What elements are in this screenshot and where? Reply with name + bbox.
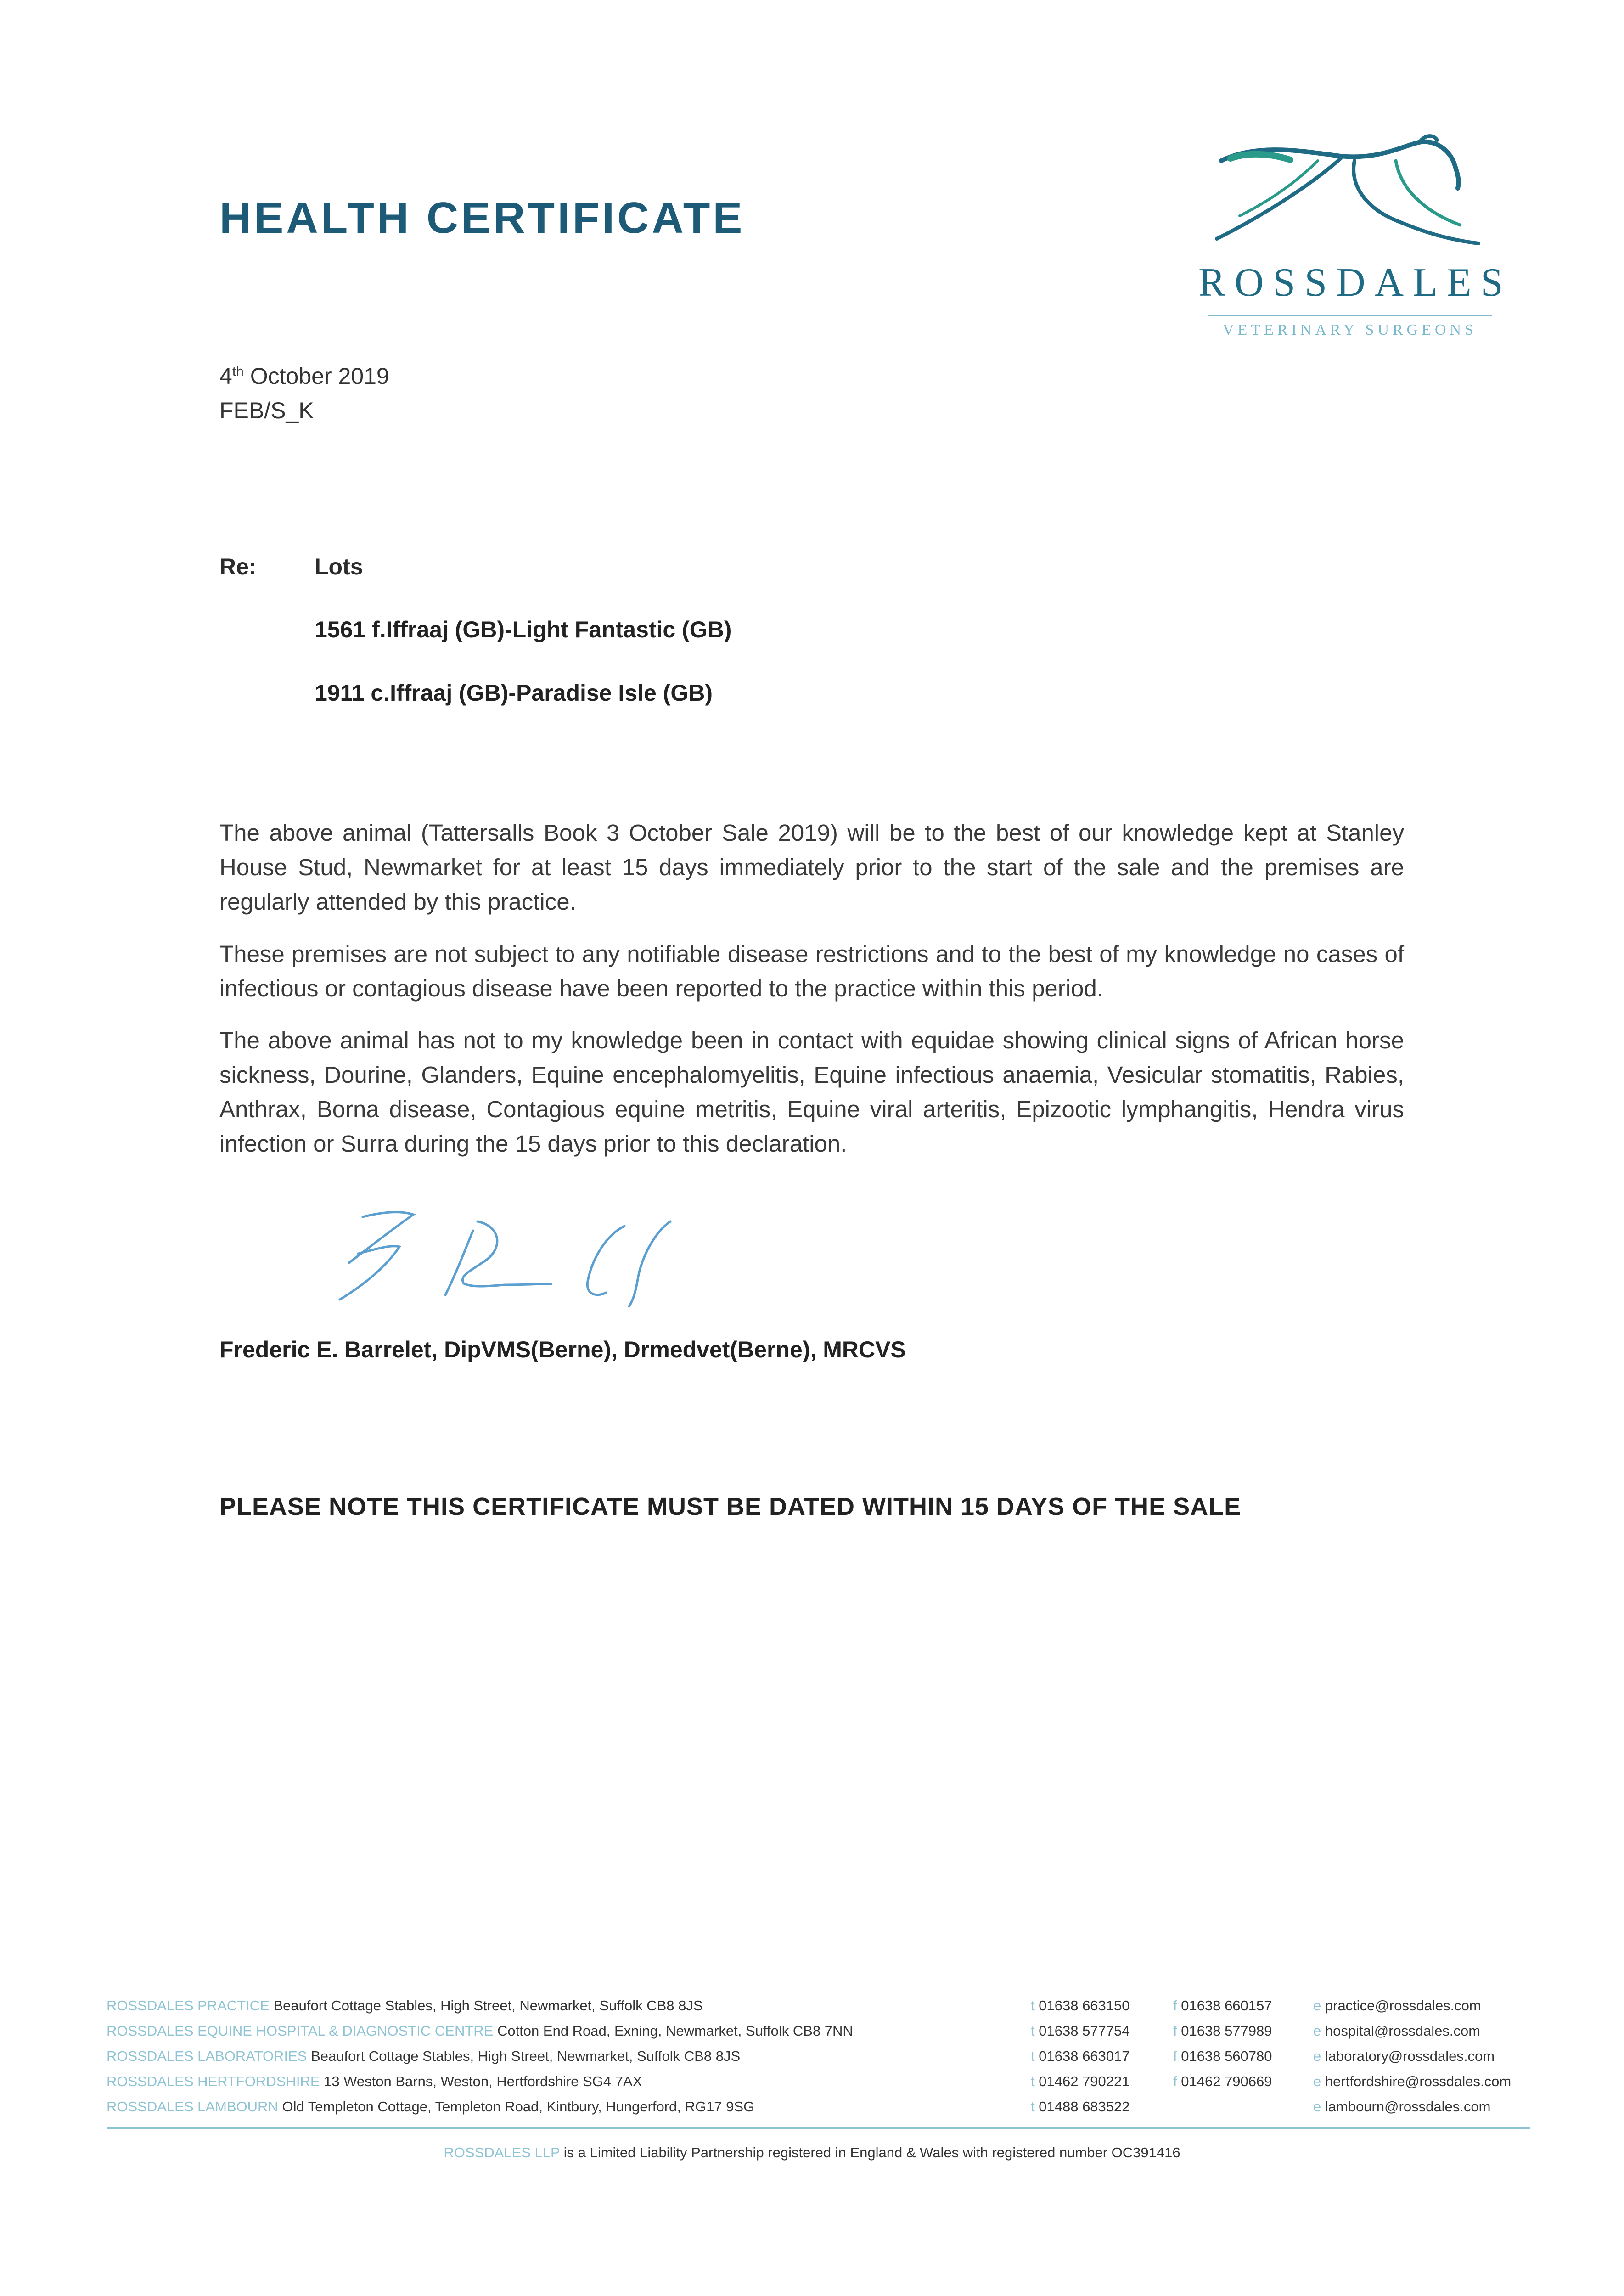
lot-item: 1911 c.Iffraaj (GB)-Paradise Isle (GB)	[315, 680, 713, 706]
location-address: Cotton End Road, Exning, Newmarket, Suffolk CB8 7NN	[497, 2023, 853, 2039]
footer-email	[1313, 2023, 1480, 2039]
location-name: ROSSDALES LAMBOURN	[107, 2099, 278, 2115]
page-title: HEALTH CERTIFICATE	[219, 193, 745, 242]
footer-location	[107, 1998, 703, 2020]
footer-location	[107, 2023, 853, 2046]
footer-fax	[1173, 2023, 1272, 2039]
reference-code: FEB/S_K	[219, 398, 314, 423]
brand-divider	[1208, 315, 1492, 316]
footer-location	[107, 2099, 754, 2122]
fax-number: 01638 660157	[1181, 1998, 1272, 2014]
footer-telephone	[1031, 2099, 1130, 2115]
brand-tagline: VETERINARY SURGEONS	[1222, 321, 1478, 338]
email-address[interactable]: practice@rossdales.com	[1325, 1998, 1481, 2014]
fax-prefix: f	[1173, 1998, 1177, 2014]
tel-number: 01638 577754	[1039, 2023, 1130, 2039]
location-name: ROSSDALES LABORATORIES	[107, 2048, 307, 2064]
registered-org: ROSSDALES LLP	[444, 2144, 560, 2161]
footer-email	[1313, 1998, 1481, 2014]
letter-date	[219, 363, 389, 389]
footer-location	[107, 2073, 642, 2096]
fax-number: 01462 790669	[1181, 2073, 1272, 2089]
brand-name: ROSSDALES	[1198, 260, 1512, 305]
fax-number: 01638 560780	[1181, 2048, 1272, 2064]
email-prefix: e	[1313, 1998, 1321, 2014]
footer-telephone	[1031, 1998, 1130, 2014]
email-address[interactable]: lambourn@rossdales.com	[1325, 2099, 1491, 2115]
horse-logo-icon	[1203, 133, 1488, 253]
footer-fax	[1173, 2073, 1272, 2090]
fax-prefix: f	[1173, 2073, 1177, 2089]
body-paragraph: The above animal has not to my knowledge been in contact with equidae showing clinical signs of African horse sickness, Dourine, Glanders, Equine encephalomyelitis, Equine infectious anaemia, Vesicular stomatitis, Rabies, Anthrax, Borna disease, Contagious equine metritis, Equine viral arteritis, Epizootic lymphangitis, Hendra virus infection or Surra during the 15 days prior to this declaration.	[219, 1027, 1404, 1157]
body-paragraph: The above animal (Tattersalls Book 3 October Sale 2019) will be to the best of our knowledge kept at Stanley House Stud, Newmarket for at least 15 days immediately prior to the start of the sale and the premises are regularly attended by this practice.	[219, 820, 1404, 915]
tel-number: 01638 663017	[1039, 2048, 1130, 2064]
footer-telephone	[1031, 2048, 1130, 2065]
re-heading: Lots	[315, 554, 363, 580]
fax-prefix: f	[1173, 2023, 1177, 2039]
tel-prefix: t	[1031, 1998, 1035, 2014]
location-name: ROSSDALES PRACTICE	[107, 1998, 270, 2014]
email-prefix: e	[1313, 2099, 1321, 2115]
lot-item: 1561 f.Iffraaj (GB)-Light Fantastic (GB)	[315, 617, 732, 642]
footer-email	[1313, 2073, 1511, 2090]
tel-prefix: t	[1031, 2023, 1035, 2039]
fax-prefix: f	[1173, 2048, 1177, 2064]
email-address[interactable]: hertfordshire@rossdales.com	[1325, 2073, 1512, 2089]
fax-number: 01638 577989	[1181, 2023, 1272, 2039]
date-day: 4	[219, 363, 232, 389]
footer-divider	[107, 2127, 1530, 2129]
tel-prefix: t	[1031, 2073, 1035, 2089]
tel-prefix: t	[1031, 2048, 1035, 2064]
date-suffix: th	[232, 364, 244, 379]
tel-prefix: t	[1031, 2099, 1035, 2115]
footer-telephone	[1031, 2073, 1130, 2090]
tel-number: 01462 790221	[1039, 2073, 1130, 2089]
footer-telephone	[1031, 2023, 1130, 2039]
footer-location	[107, 2048, 740, 2071]
tel-number: 01488 683522	[1039, 2099, 1130, 2115]
location-address: Beaufort Cottage Stables, High Street, Newmarket, Suffolk CB8 8JS	[273, 1998, 703, 2014]
rossdales-logo	[1194, 133, 1512, 349]
location-address: 13 Weston Barns, Weston, Hertfordshire SG4 7AX	[324, 2073, 642, 2089]
email-address[interactable]: hospital@rossdales.com	[1325, 2023, 1481, 2039]
email-address[interactable]: laboratory@rossdales.com	[1325, 2048, 1495, 2064]
footer-fax	[1173, 2048, 1272, 2065]
signer-name: Frederic E. Barrelet, DipVMS(Berne), Drmedvet(Berne), MRCVS	[219, 1337, 906, 1362]
body-paragraph: These premises are not subject to any notifiable disease restrictions and to the best of my knowledge no cases of infectious or contagious disease have been reported to the practice within this period.	[219, 941, 1404, 1002]
footer-fax	[1173, 1998, 1272, 2014]
registration-notice	[0, 2144, 1624, 2161]
location-address: Beaufort Cottage Stables, High Street, Newmarket, Suffolk CB8 8JS	[311, 2048, 741, 2064]
email-prefix: e	[1313, 2048, 1321, 2064]
re-label: Re:	[219, 554, 257, 580]
location-name: ROSSDALES HERTFORDSHIRE	[107, 2073, 320, 2089]
location-name: ROSSDALES EQUINE HOSPITAL & DIAGNOSTIC CENTRE	[107, 2023, 494, 2039]
footer-email	[1313, 2099, 1490, 2115]
email-prefix: e	[1313, 2023, 1321, 2039]
date-month-year: October 2019	[243, 363, 389, 389]
dating-notice: PLEASE NOTE THIS CERTIFICATE MUST BE DATED WITHIN 15 DAYS OF THE SALE	[219, 1493, 1242, 1520]
handwritten-signature	[321, 1203, 735, 1313]
email-prefix: e	[1313, 2073, 1321, 2089]
footer-email	[1313, 2048, 1495, 2065]
registered-text: is a Limited Liability Partnership registered in England & Wales with registered number OC391416	[560, 2144, 1180, 2161]
tel-number: 01638 663150	[1039, 1998, 1130, 2014]
location-address: Old Templeton Cottage, Templeton Road, Kintbury, Hungerford, RG17 9SG	[282, 2099, 755, 2115]
